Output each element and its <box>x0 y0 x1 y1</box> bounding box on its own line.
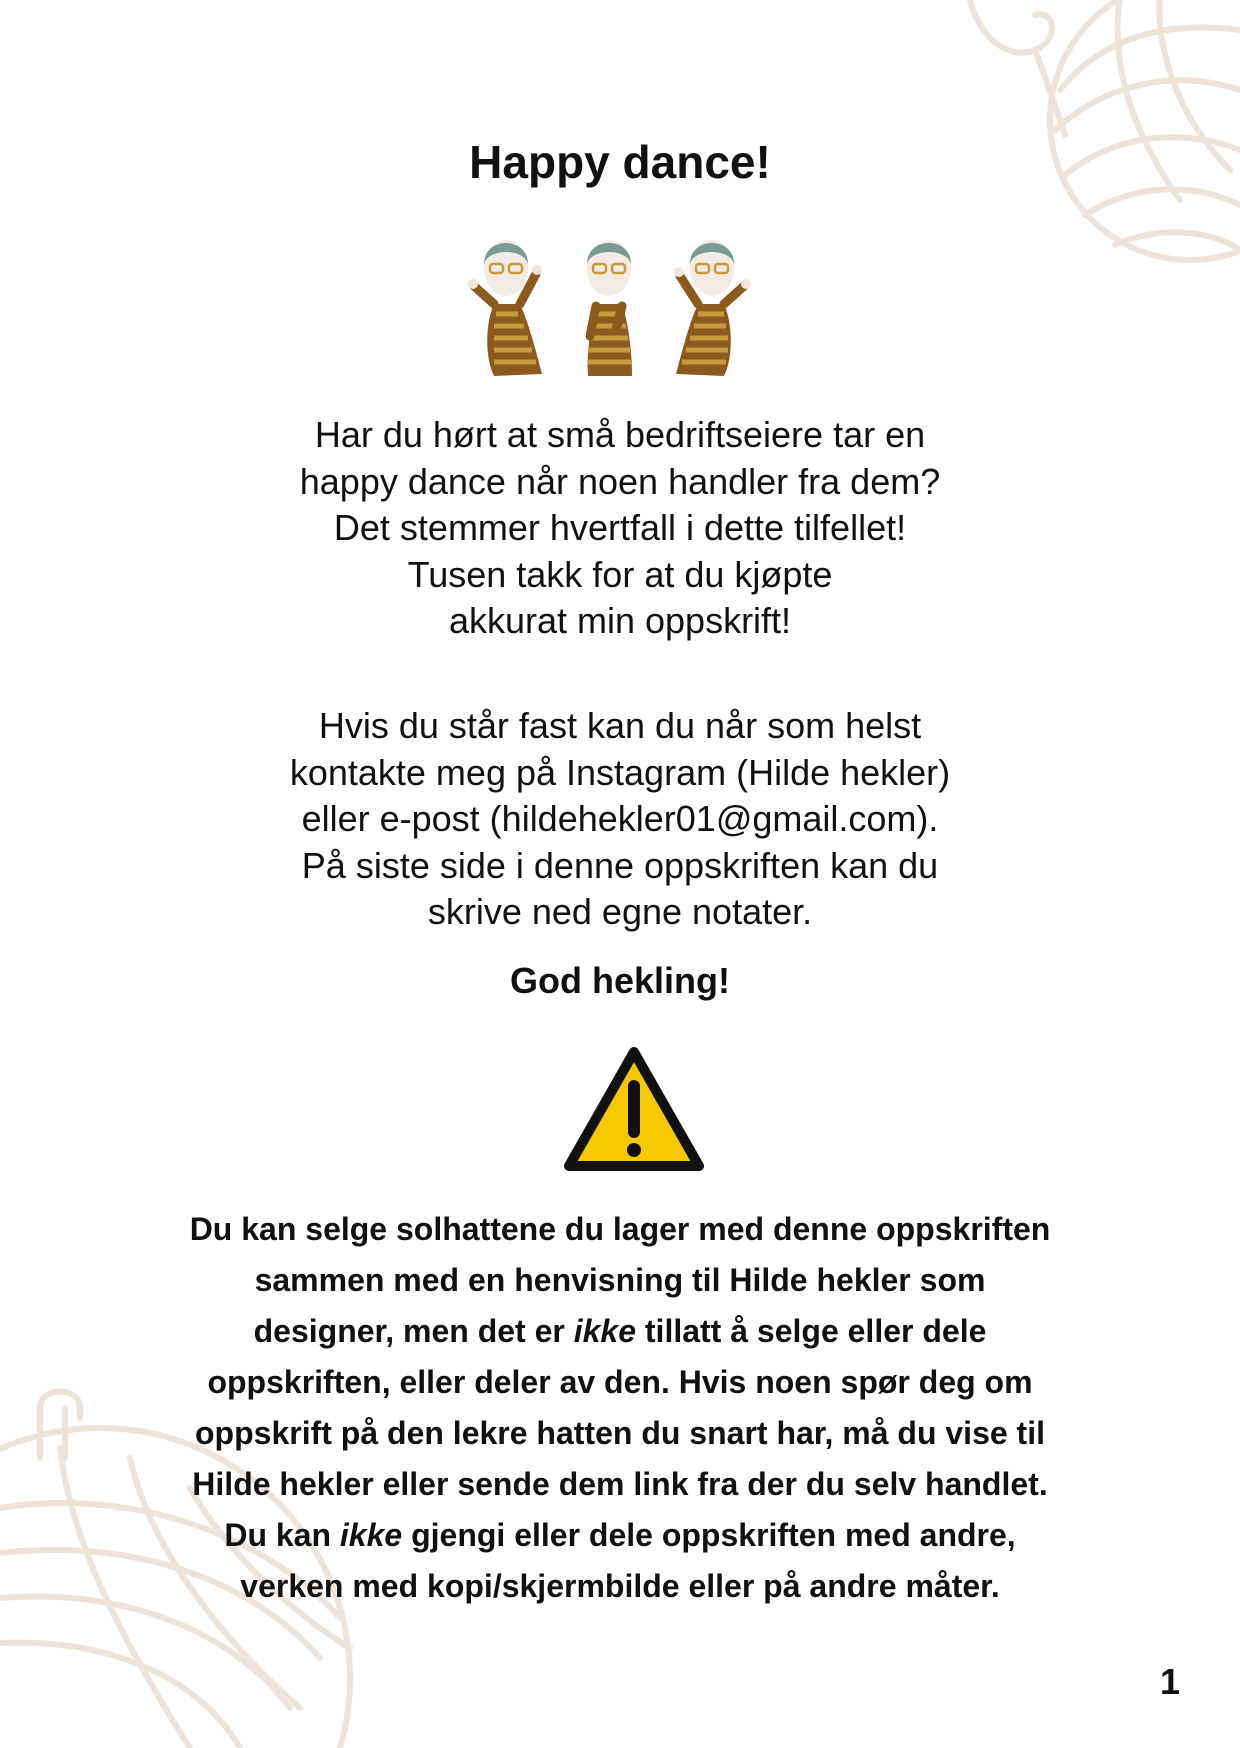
notice-emphasis-1: ikke <box>573 1313 636 1349</box>
notice-text-part-2: tillatt å selge eller dele oppskriften, eller deler av den. Hvis noen spør deg om oppskrift på den lekre hatten du snart har, må du vise til Hilde hekler eller sende dem link fra der du selv handlet. Du kan <box>192 1313 1048 1553</box>
notice-text-part-3: gjengi eller dele oppskriften med andre, verken med kopi/skjermbilde eller på andre måter. <box>240 1517 1016 1604</box>
page-title: Happy dance! <box>469 136 771 188</box>
notice-emphasis-2: ikke <box>339 1517 403 1553</box>
intro-text: Har du hørt at små bedriftseiere tar en happy dance når noen handler fra dem? Det stemmer hvertfall i dette tilfellet! Tusen takk for at du kjøpte akkurat min oppskrift! <box>299 414 941 641</box>
dancing-figure-icon <box>668 226 754 378</box>
dancing-figures <box>464 226 754 378</box>
dancing-figure-icon <box>566 226 652 378</box>
notice-text-part-1: Du kan selge solhattene du lager med denne oppskriften sammen med en henvisning til Hilde hekler som designer, men det er <box>189 1211 1051 1349</box>
dancing-figure-icon <box>464 226 550 378</box>
copyright-notice <box>180 1204 1060 1612</box>
page-number: 1 <box>1159 1661 1180 1702</box>
warning-triangle-icon <box>563 1046 705 1174</box>
contact-text: Hvis du står fast kan du når som helst kontakte meg på Instagram (Hilde hekler) eller e-post (hildehekler01@gmail.com). På siste side i denne oppskriften kan du skrive ned egne notater. <box>289 705 951 932</box>
signoff-text: God hekling! <box>510 960 730 1001</box>
